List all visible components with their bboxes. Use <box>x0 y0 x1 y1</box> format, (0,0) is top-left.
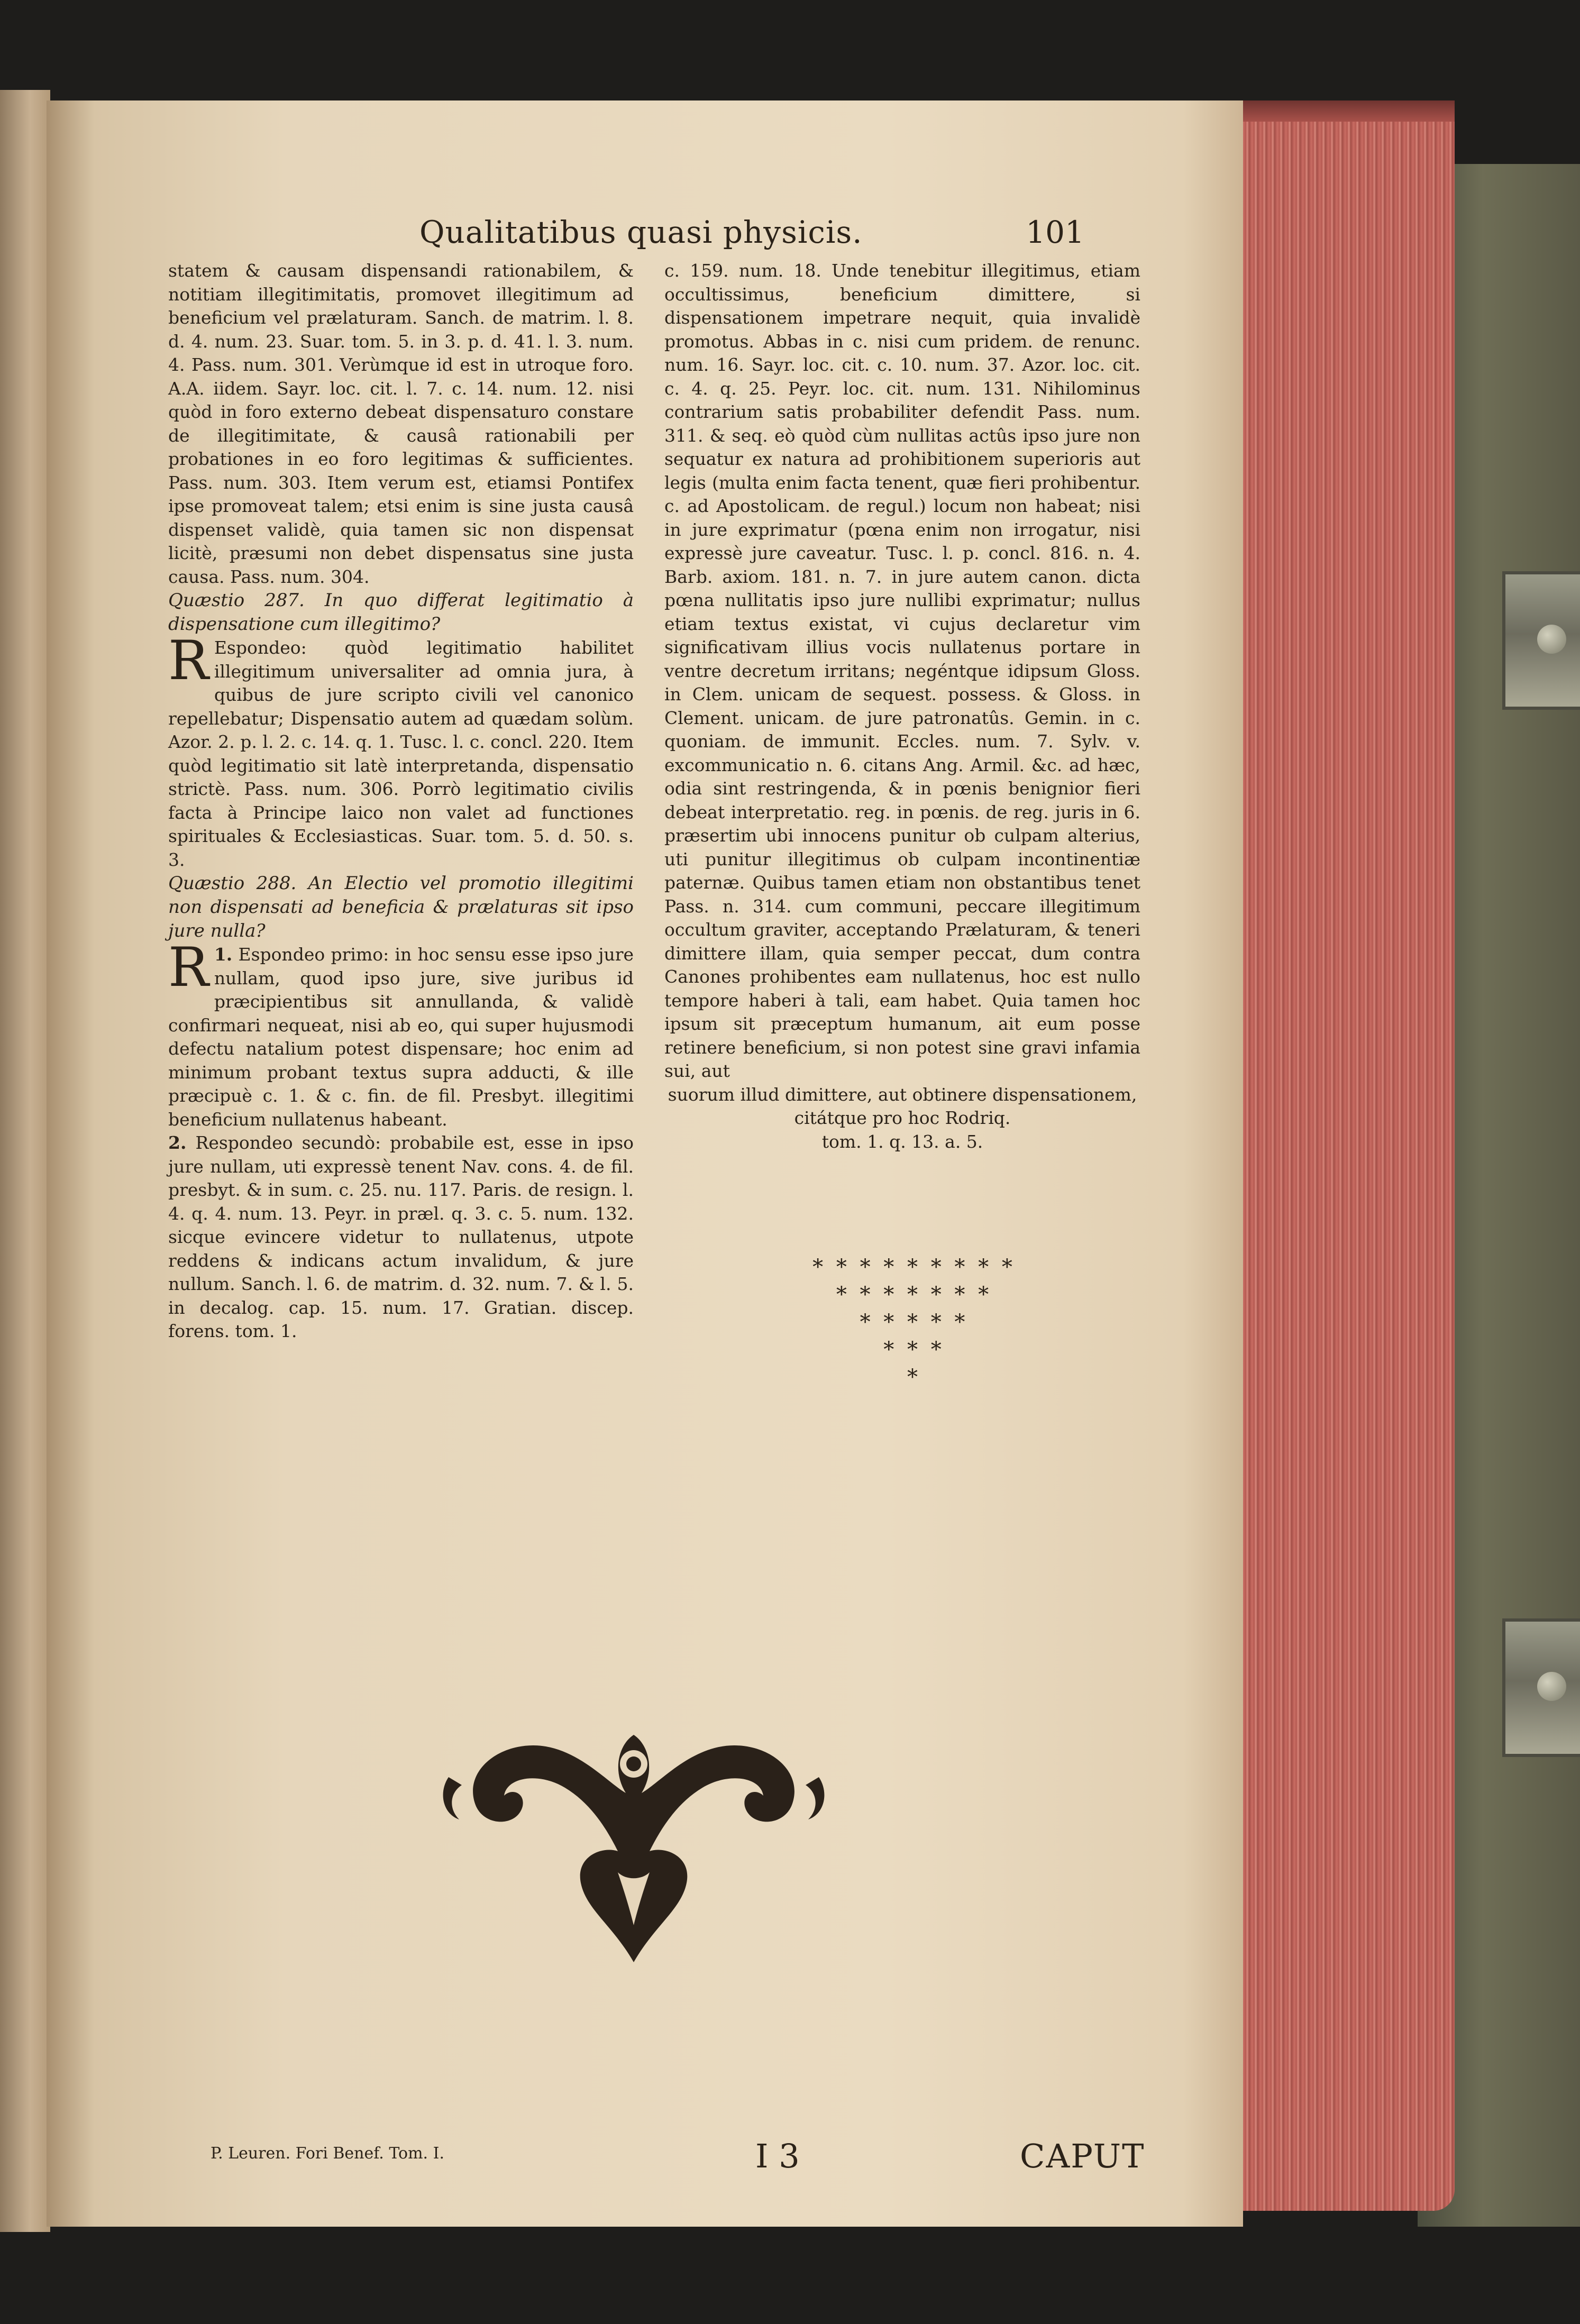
running-title: Qualitatibus quasi physicis. <box>419 214 863 250</box>
response-number: 1. <box>214 944 233 965</box>
question-heading-288: Quæstio 288. An Electio vel promotio illegitimi non dispensati ad beneficia & prælaturas sit ipso jure nulla? <box>168 873 634 941</box>
clasp-rivet <box>1537 625 1566 654</box>
book-page <box>47 100 1243 2227</box>
response-number: 2. <box>168 1132 187 1153</box>
book-fore-edge-shadow <box>1232 100 1455 122</box>
response-text: Respondeo secundò: probabile est, esse in ipso jure nullam, uti expressè tenent Nav. cons. 4. de fil. presbyt. & in sum. c. 25. nu. 117. Paris. de resign. l. 4. q. 4. num. 13. Peyr. in præl. q. 3. c. 5. num. 132. sicque evincere videtur to nullatenus, utpote reddens & indicans actum invalidum, & jure nullum. Sanch. l. 6. de matrim. d. 32. num. 7. & l. 5. in decalog. cap. 15. num. 17. Gratian. discep. forens. tom. 1. <box>168 1132 634 1341</box>
paragraph: c. 159. num. 18. Unde tenebitur illegitimus, etiam occultissimus, beneficium dimittere, si dispensationem impetrare nequit, quia invalidè promotus. Abbas in c. nisi cum pridem. de renunc. num. 16. Sayr. loc. cit. c. 10. num. 37. Azor. loc. cit. c. 4. q. 25. Peyr. loc. cit. num. 131. Nihilominus contrarium satis probabiliter defendit Pass. num. 311. & seq. eò quòd cùm nullitas actûs ipso jure non sequatur ex natura ad prohibitionem superioris aut legis (multa enim facta tenent, quæ fieri prohibentur. c. ad Apostolicam. de regul.) locum non habeat; nisi in jure exprimatur (pœna enim non irrogatur, nisi expressè jure caveatur. Tusc. l. p. concl. 816. n. 4. Barb. axiom. 181. n. 7. in jure autem canon. dicta pœna nullitatis ipso jure nullibi exprimatur; nullus etiam textus existat, vi cujus declaretur vim significativam illius vocis nullatenus portare in ventre decretum irritans; negéntque idipsum Gloss. in Clem. unicam de sequest. possess. & Gloss. in Clement. unicam. de jure patronatûs. Gemin. in c. quoniam. de immunit. Eccles. num. 7. Sylv. v. excommunicatio n. 6. citans Ang. Armil. &c. ad hæc, odia sint restringenda, & in pœnis benignior fieri debeat interpretatio. reg. in pœnis. de reg. juris in 6. præsertim ubi innocens punitur ob culpam alterius, uti punitur illegitimus ob culpam incontinentiæ paternæ. Quibus tamen etiam non obstantibus tenet Pass. n. 314. cum communi, peccare illegitimum occultum graviter, acceptando Prælaturam, & teneri dimittere illam, quia semper peccat, dum contra Canones prohibentes eam nullatenus, hoc est nullo tempore haberi à tali, eam habet. Quia tamen hoc ipsum sit præceptum humanum, ait eum posse retinere beneficium, si non potest sine gravi infamia sui, aut <box>664 260 1140 1081</box>
right-column <box>664 259 1140 1154</box>
metal-clasp-lower <box>1502 1618 1580 1757</box>
closing-reference: tom. 1. q. 13. a. 5. <box>821 1131 983 1152</box>
running-header <box>47 214 1243 262</box>
drop-cap: R <box>168 629 209 692</box>
response-288-1 <box>168 936 634 1131</box>
previous-page-edge <box>0 90 50 2232</box>
drop-cap: R <box>168 936 209 999</box>
response-288-2 <box>168 1131 634 1343</box>
page-footer <box>47 2137 1243 2190</box>
closing-lines: suorum illud dimittere, aut obtinere dispensationem, citátque pro hoc Rodriq. <box>668 1084 1137 1128</box>
star-row: * * * * * * * <box>836 1283 992 1307</box>
book-fore-edge <box>1232 100 1455 2211</box>
response-text: Espondeo primo: in hoc sensu esse ipso jure nullam, quod ipso jure, sive juribus id præcipientibus sit annullanda, & validè confirmari nequeat, nisi ab eo, qui super hujusmodi defectu natalium potest dispensare; hoc enim ad minimum probant textus supra adducti, & ille præcipuè c. 1. & c. fin. de fil. Presbyt. illegitimi beneficium nullatenus habeant. <box>168 944 634 1130</box>
woodcut-ornament-icon <box>417 1714 851 1978</box>
clasp-rivet <box>1537 1672 1566 1701</box>
left-column <box>168 259 634 1343</box>
footer-signature-title: P. Leuren. Fori Benef. Tom. I. <box>211 2144 445 2163</box>
star-row: * * * * * * * * * <box>812 1255 1016 1279</box>
signature-mark: I 3 <box>755 2137 800 2175</box>
page-number: 101 <box>1026 214 1084 250</box>
star-ornament <box>803 1254 1025 1391</box>
response-text: Espondeo: quòd legitimatio habilitet illegitimum universaliter ad omnia jura, à quibus de jure scripto civili vel canonico repellebatur; Dispensatio autem ad quædam solùm. Azor. 2. p. l. 2. c. 14. q. 1. Tusc. l. c. concl. 220. Item quòd legitimatio sit latè interpretanda, dispensatio strictè. Pass. num. 306. Porrò legitimatio civilis facta à Principe laico non valet ad functiones spirituales & Ecclesiasticas. Suar. tom. 5. d. 50. s. 3. <box>168 637 634 870</box>
metal-clasp-upper <box>1502 571 1580 710</box>
star-row: * * * <box>883 1338 945 1362</box>
star-row: * * * * * <box>860 1310 969 1334</box>
question-heading-287: Quæstio 287. In quo differat legitimatio à dispensatione cum illegitimo? <box>168 590 634 635</box>
response-287 <box>168 629 634 872</box>
paragraph: statem & causam dispensandi rationabilem, & notitiam illegitimitatis, promovet illegitimum ad beneficium vel prælaturam. Sanch. de matrim. l. 8. d. 4. num. 23. Suar. tom. 5. in 3. p. d. 41. l. 3. num. 4. Pass. num. 301. Verùmque id est in utroque foro. A.A. iidem. Sayr. loc. cit. l. 7. c. 14. num. 12. nisi quòd in foro externo debeat dispensaturo constare de illegitimitate, & causâ rationabili per probationes in eo foro legitimas & sufficientes. Pass. num. 303. Item verum est, etiamsi Pontifex ipse promoveat talem; etsi enim is sine justa causâ dispenset validè, quia tamen sic non dispensat licitè, præsumi non debet dispensatus sine justa causa. Pass. num. 304. <box>168 260 634 587</box>
star-row: * <box>907 1365 921 1389</box>
catchword: CAPUT <box>1020 2137 1145 2175</box>
